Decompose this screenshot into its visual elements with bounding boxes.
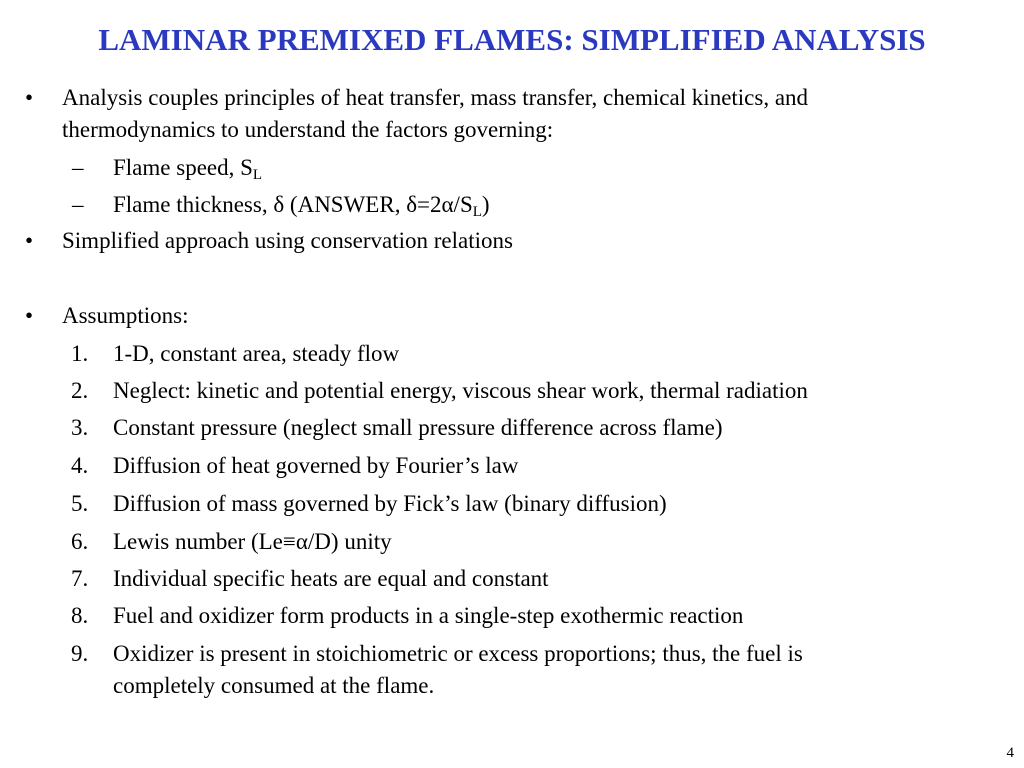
assumption-number: 4. (71, 453, 89, 478)
bullet-analysis-line1: Analysis couples principles of heat transfer, mass transfer, chemical kinetics, and (62, 85, 809, 110)
assumption-text: Lewis number (Le≡α/D) unity (113, 529, 392, 554)
assumption-number: 1. (71, 341, 89, 366)
flame-thickness-label: Flame thickness, δ (ANSWER, δ=2α/S (113, 192, 473, 217)
assumption-text: Diffusion of mass governed by Fick’s law (binary diffusion) (113, 491, 667, 516)
assumption-text: Diffusion of heat governed by Fourier’s law (113, 453, 519, 478)
bullet-marker: • (25, 303, 34, 328)
assumption-number: 7. (71, 566, 89, 591)
flame-thickness-subscript: L (472, 204, 482, 220)
flame-thickness-tail: ) (481, 192, 490, 217)
assumption-number: 6. (71, 529, 89, 554)
simplified-approach-text: Simplified approach using conservation relations (62, 228, 513, 253)
assumption-text: Fuel and oxidizer form products in a single-step exothermic reaction (113, 603, 744, 628)
flame-speed-label: Flame speed, S (113, 155, 253, 180)
assumption-number: 2. (71, 378, 89, 403)
page-number: 4 (1006, 745, 1014, 761)
assumption-text: 1-D, constant area, steady flow (113, 341, 400, 366)
bullet-marker: • (25, 85, 34, 110)
dash-marker: – (72, 155, 84, 180)
flame-speed-text (113, 152, 262, 184)
dash-marker: – (72, 192, 84, 217)
assumption-text: Constant pressure (neglect small pressure difference across flame) (113, 415, 723, 440)
assumption-text: completely consumed at the flame. (113, 673, 435, 698)
assumption-number: 5. (71, 491, 89, 516)
bullet-analysis-line2: thermodynamics to understand the factors governing: (62, 117, 554, 142)
assumption-number: 8. (71, 603, 89, 628)
flame-speed-subscript: L (252, 167, 263, 183)
assumption-text: Neglect: kinetic and potential energy, viscous shear work, thermal radiation (113, 378, 808, 403)
slide-title: LAMINAR PREMIXED FLAMES: SIMPLIFIED ANALYSIS (98, 22, 926, 57)
assumption-number: 3. (71, 415, 89, 440)
assumption-number: 9. (71, 641, 89, 666)
assumptions-heading: Assumptions: (62, 303, 189, 328)
assumption-text: Oxidizer is present in stoichiometric or excess proportions; thus, the fuel is (113, 641, 803, 666)
assumption-text: Individual specific heats are equal and constant (113, 566, 549, 591)
bullet-marker: • (25, 228, 34, 253)
flame-thickness-text (113, 189, 490, 221)
